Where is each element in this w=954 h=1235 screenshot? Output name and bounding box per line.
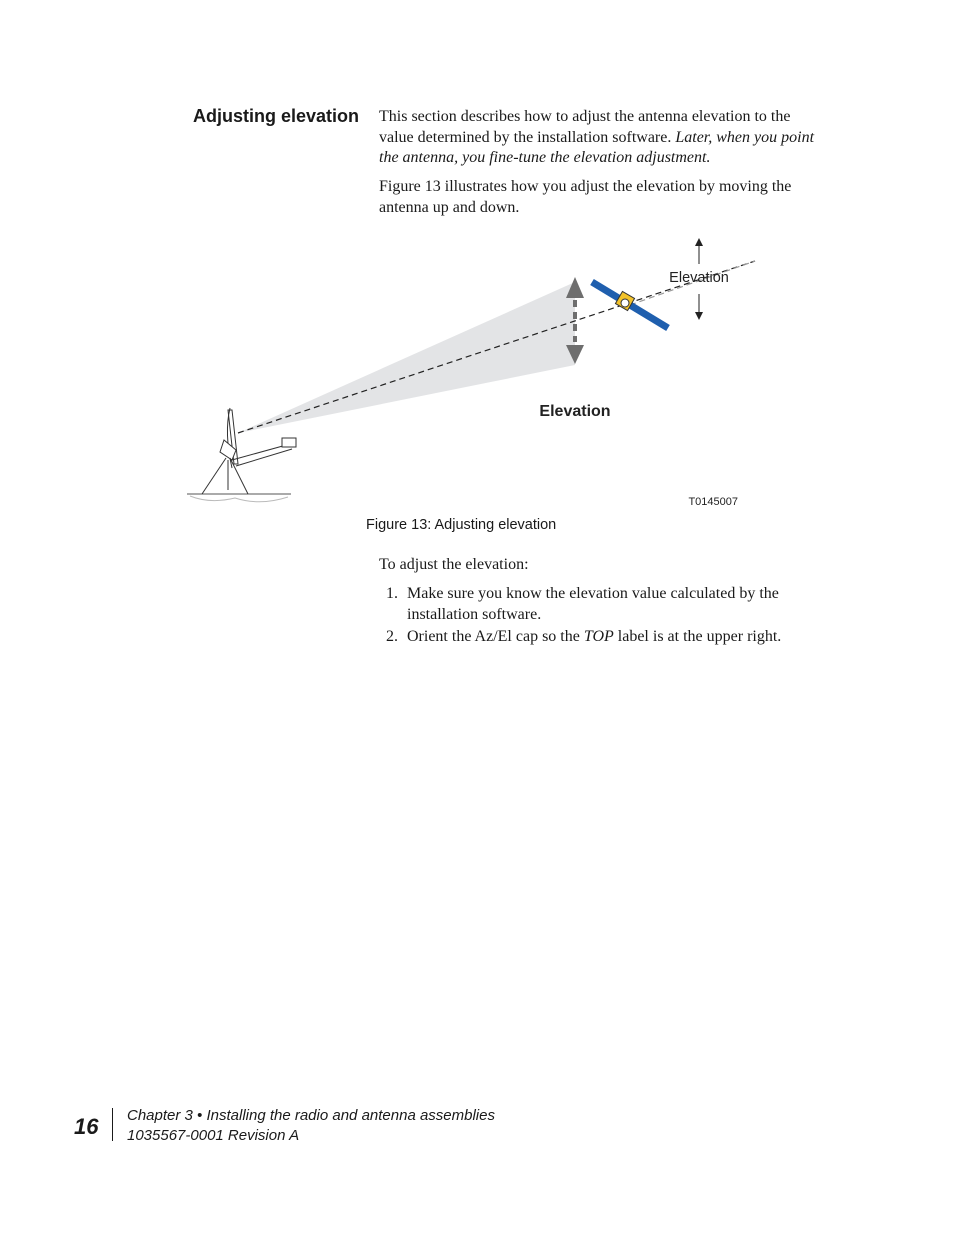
step-number: 2. [386, 628, 398, 645]
elevation-figure [180, 228, 770, 523]
page-number: 16 [74, 1114, 99, 1139]
figure-caption: Figure 13: Adjusting elevation [366, 517, 557, 533]
line-of-sight [238, 261, 755, 433]
footer-doc-number: 1035567-0001 Revision A [127, 1126, 300, 1144]
figure-id: T0145007 [688, 496, 738, 508]
figure-reference-paragraph: Figure 13 illustrates how you adjust the elevation by moving the antenna up and down. [379, 178, 792, 216]
step-text: Orient the Az/El cap so the [407, 628, 584, 645]
section-heading: Adjusting elevation [193, 106, 360, 126]
step-2 [386, 627, 826, 648]
intro-paragraph [379, 107, 824, 169]
intro-italic-note: Later, when you point the antenna, you fine-tune the elevation adjustment. [379, 128, 815, 166]
step-1 [386, 584, 826, 625]
step-number: 1. [386, 585, 398, 602]
beam-cone [238, 282, 575, 433]
elevation-main-label: Elevation [539, 403, 611, 420]
step-italic: TOP [583, 628, 614, 645]
step-text-end: label is at the upper right. [613, 628, 782, 645]
step-text: Make sure you know the elevation value calculated by the installation software. [407, 585, 779, 623]
footer-divider [112, 1108, 113, 1141]
footer-chapter: Chapter 3 • Installing the radio and antenna assemblies [127, 1107, 495, 1124]
procedure-steps [386, 584, 826, 650]
satellite-icon [592, 282, 668, 328]
elevation-small-label: Elevation [669, 270, 729, 286]
procedure-intro: To adjust the elevation: [379, 556, 529, 573]
intro-text: This section describes how to adjust the antenna elevation to the value determined by the installation software. [379, 108, 791, 146]
ground [187, 494, 291, 502]
footer-text [127, 1106, 495, 1145]
